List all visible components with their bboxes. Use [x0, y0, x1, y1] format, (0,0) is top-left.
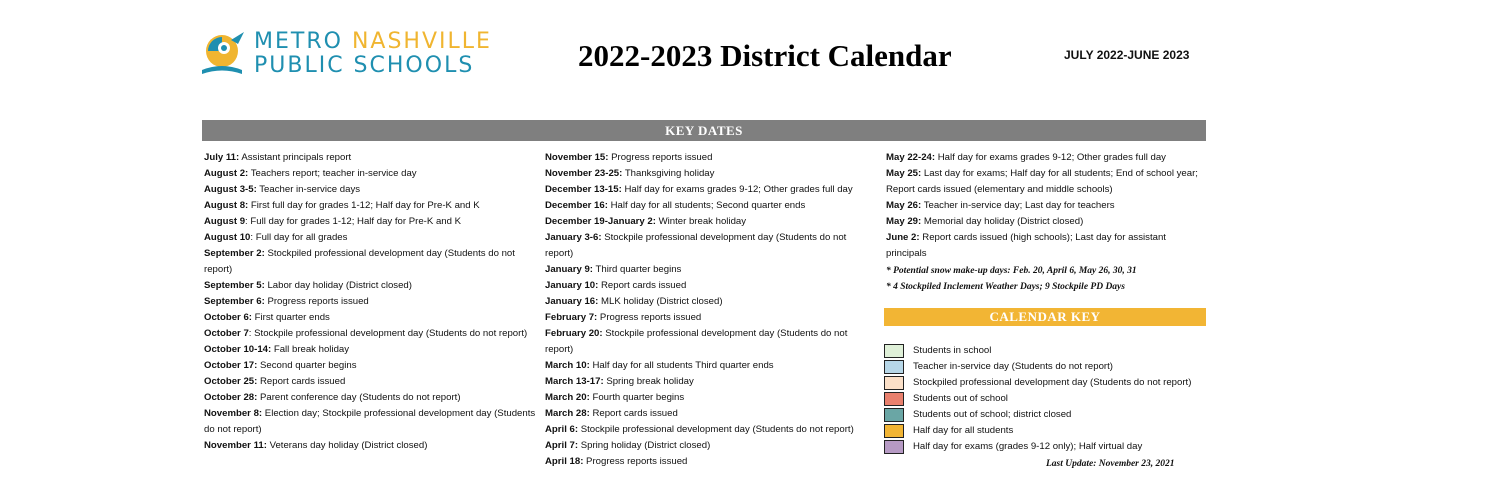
key-date-date: December 19-January 2: — [545, 216, 656, 227]
key-date-date: August 2: — [204, 168, 249, 179]
key-date-description: Report cards issued — [598, 280, 687, 291]
key-date-date: October 25: — [204, 376, 258, 387]
key-date-date: December 16: — [545, 200, 608, 211]
key-dates-heading: KEY DATES — [202, 120, 1206, 141]
key-date-description: Election day; Stockpile professional development day (Students do not report) — [204, 408, 536, 435]
key-date-entry — [886, 166, 1206, 198]
legend-label: Teacher in-service day (Students do not report) — [913, 361, 1113, 372]
key-date-date: January 3-6: — [545, 232, 602, 243]
key-date-date: September 5: — [204, 280, 265, 291]
key-date-entry — [545, 406, 865, 422]
key-date-date: September 2: — [204, 248, 265, 259]
key-date-entry — [545, 326, 865, 358]
key-date-description: Last day for exams; Half day for all students; End of school year; Report cards issued (elementary and middle schools) — [886, 168, 1198, 195]
key-dates-column-3 — [886, 150, 1206, 295]
key-date-description: Progress reports issued — [597, 312, 702, 323]
key-date-entry — [545, 262, 865, 278]
key-date-description: Parent conference day (Students do not report) — [257, 392, 461, 403]
key-date-entry — [204, 294, 539, 310]
key-date-entry — [545, 182, 865, 198]
key-date-entry — [204, 374, 539, 390]
key-date-date: August 3-5: — [204, 184, 257, 195]
key-date-entry — [545, 438, 865, 454]
key-date-date: January 16: — [545, 296, 599, 307]
key-date-date: January 10: — [545, 280, 599, 291]
legend-swatch — [884, 440, 904, 454]
stockpile-note: * 4 Stockpiled Inclement Weather Days; 9 Stockpile PD Days — [886, 282, 1125, 292]
legend-label: Half day for exams (grades 9-12 only); Half virtual day — [913, 441, 1143, 452]
key-date-entry — [204, 390, 539, 406]
key-date-entry — [545, 422, 865, 438]
key-date-description: Fourth quarter begins — [589, 392, 685, 403]
key-date-date: February 20: — [545, 328, 603, 339]
key-date-description: Half day for exams grades 9-12; Other grades full day — [935, 152, 1166, 163]
legend-swatch — [884, 360, 904, 374]
key-date-description: Half day for all students; Second quarter ends — [607, 200, 806, 211]
key-date-description: Stockpile professional development day (Students do not report) — [578, 424, 854, 435]
key-date-entry — [204, 214, 539, 230]
key-date-description: Assistant principals report — [239, 152, 352, 163]
key-date-date: April 7: — [545, 440, 579, 451]
key-date-description: Half day for all students Third quarter ends — [589, 360, 774, 371]
legend-label: Students out of school; district closed — [913, 409, 1072, 420]
key-date-description: : Full day for all grades — [250, 232, 348, 243]
legend-swatch — [884, 408, 904, 422]
key-date-date: October 10-14: — [204, 344, 272, 355]
key-date-date: August 9 — [204, 216, 246, 227]
key-date-description: Labor day holiday (District closed) — [264, 280, 412, 291]
key-date-entry — [545, 278, 865, 294]
key-date-entry — [204, 310, 539, 326]
key-date-date: September 6: — [204, 296, 265, 307]
key-date-description: Stockpile professional development day (Students do not report) — [545, 328, 848, 355]
legend-swatch — [884, 424, 904, 438]
key-date-entry — [204, 246, 539, 278]
key-date-description: MLK holiday (District closed) — [598, 296, 723, 307]
key-date-description: Half day for exams grades 9-12; Other grades full day — [621, 184, 853, 195]
key-date-entry — [886, 198, 1206, 214]
key-date-description: Stockpile professional development day (Students do not report) — [545, 232, 847, 259]
key-date-date: July 11: — [204, 152, 240, 163]
key-date-description: Report cards issued (high schools); Last day for assistant principals — [886, 232, 1166, 259]
key-date-entry — [545, 230, 865, 262]
key-date-description: Progress reports issued — [608, 152, 713, 163]
key-date-entry — [204, 230, 539, 246]
date-range: JULY 2022-JUNE 2023 — [1064, 48, 1190, 62]
key-date-date: October 28: — [204, 392, 258, 403]
key-date-date: April 6: — [545, 424, 579, 435]
key-date-entry — [545, 214, 865, 230]
legend-label: Stockpiled professional development day (Students do not report) — [913, 377, 1192, 388]
key-date-description: First quarter ends — [251, 312, 330, 323]
legend-swatch — [884, 376, 904, 390]
legend-label: Students in school — [913, 345, 992, 356]
key-date-description: Teacher in-service day; Last day for teachers — [921, 200, 1115, 211]
key-date-entry — [545, 310, 865, 326]
key-date-entry — [204, 198, 539, 214]
page-title: 2022-2023 District Calendar — [578, 38, 952, 73]
key-date-description: Fall break holiday — [271, 344, 350, 355]
key-date-date: June 2: — [886, 232, 920, 243]
key-date-entry — [545, 166, 865, 182]
key-date-date: May 22-24: — [886, 152, 936, 163]
key-date-description: Thanksgiving holiday — [622, 168, 715, 179]
key-date-date: May 25: — [886, 168, 922, 179]
key-date-date: February 7: — [545, 312, 598, 323]
key-date-entry — [204, 182, 539, 198]
snow-makeup-note: * Potential snow make-up days: Feb. 20, April 6, May 26, 30, 31 — [886, 266, 1137, 276]
key-date-entry — [545, 374, 865, 390]
key-date-description: Second quarter begins — [257, 360, 357, 371]
key-date-date: December 13-15: — [545, 184, 622, 195]
key-date-description: : Full day for grades 1-12; Half day for Pre-K and K — [245, 216, 462, 227]
key-dates-column-2 — [545, 150, 865, 470]
key-date-description: Winter break holiday — [655, 216, 747, 227]
calendar-key-heading: CALENDAR KEY — [884, 308, 1206, 326]
legend-swatch — [884, 392, 904, 406]
key-date-entry — [886, 150, 1206, 166]
key-date-date: August 10 — [204, 232, 251, 243]
district-logo[interactable] — [198, 30, 528, 82]
key-date-entry — [545, 454, 865, 470]
key-date-date: January 9: — [545, 264, 593, 275]
key-date-description: Third quarter begins — [593, 264, 682, 275]
key-dates-column-1 — [204, 150, 539, 454]
key-date-entry — [204, 358, 539, 374]
legend-label: Half day for all students — [913, 425, 1014, 436]
logo-word-nashville: NASHVILLE — [351, 29, 492, 54]
key-date-entry — [545, 390, 865, 406]
key-date-entry — [545, 294, 865, 310]
last-update: Last Update: November 23, 2021 — [1046, 459, 1175, 469]
key-date-entry — [545, 358, 865, 374]
key-date-description: Veterans day holiday (District closed) — [266, 440, 428, 451]
key-date-date: November 11: — [204, 440, 267, 451]
key-date-description: Spring holiday (District closed) — [578, 440, 711, 451]
key-date-date: March 13-17: — [545, 376, 604, 387]
key-date-description: Report cards issued — [589, 408, 678, 419]
legend-swatch — [884, 344, 904, 358]
key-date-description: Spring break holiday — [603, 376, 694, 387]
key-date-description: First full day for grades 1-12; Half day for Pre-K and K — [248, 200, 480, 211]
key-date-date: November 8: — [204, 408, 263, 419]
logo-wordmark — [254, 30, 492, 78]
key-date-date: November 23-25: — [545, 168, 623, 179]
logo-word-metro: METRO — [254, 29, 343, 54]
key-date-date: October 6: — [204, 312, 252, 323]
key-date-date: November 15: — [545, 152, 609, 163]
key-date-description: Teachers report; teacher in-service day — [248, 168, 417, 179]
key-date-date: March 10: — [545, 360, 590, 371]
key-date-description: Memorial day holiday (District closed) — [921, 216, 1084, 227]
key-date-entry — [204, 406, 539, 438]
key-date-entry — [545, 150, 865, 166]
key-date-description: Progress reports issued — [583, 456, 688, 467]
key-date-entry — [204, 166, 539, 182]
key-date-description: : Stockpile professional development day (Students do not report) — [248, 328, 528, 339]
key-date-date: May 26: — [886, 200, 922, 211]
key-date-date: March 28: — [545, 408, 590, 419]
legend-label: Students out of school — [913, 393, 1008, 404]
key-date-entry — [204, 278, 539, 294]
key-date-date: March 20: — [545, 392, 590, 403]
key-date-entry — [886, 230, 1206, 262]
key-date-date: October 7 — [204, 328, 249, 339]
key-date-description: Teacher in-service days — [256, 184, 361, 195]
key-date-date: May 29: — [886, 216, 922, 227]
key-date-description: Report cards issued — [257, 376, 346, 387]
logo-emblem-icon — [198, 30, 248, 78]
key-date-date: August 8: — [204, 200, 249, 211]
key-date-entry — [886, 214, 1206, 230]
key-date-date: October 17: — [204, 360, 258, 371]
key-date-description: Progress reports issued — [264, 296, 369, 307]
key-date-date: April 18: — [545, 456, 584, 467]
key-date-entry — [204, 438, 539, 454]
logo-word-public-schools: PUBLIC SCHOOLS — [254, 53, 475, 78]
key-date-entry — [204, 342, 539, 358]
key-date-entry — [204, 326, 539, 342]
key-date-description: Stockpiled professional development day (Students do not report) — [204, 248, 515, 275]
key-date-entry — [545, 198, 865, 214]
key-date-entry — [204, 150, 539, 166]
